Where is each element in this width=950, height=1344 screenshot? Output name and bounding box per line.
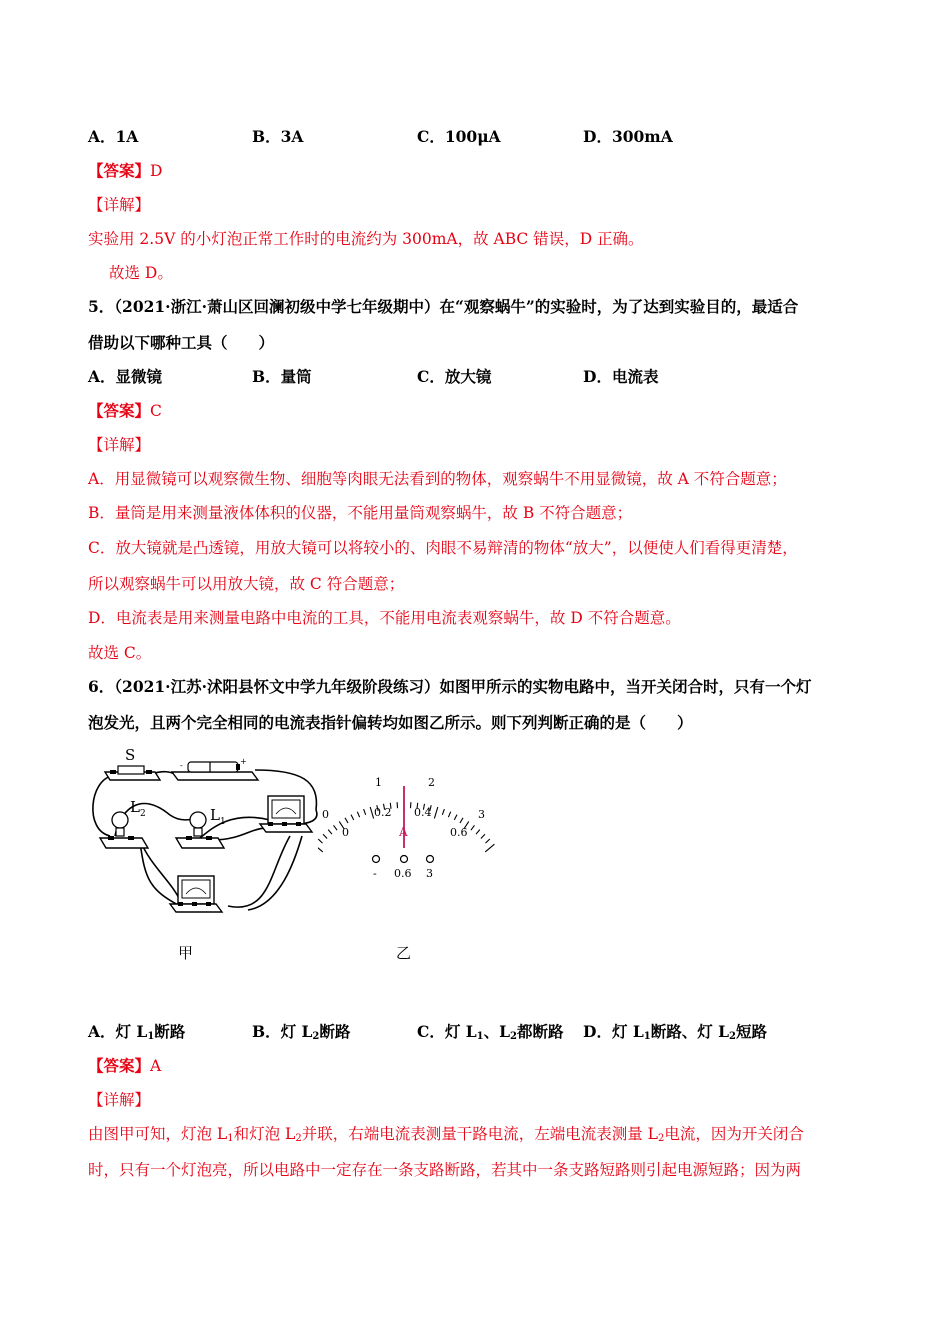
dial-tick [328,830,332,835]
upper-tick-label: 2 [428,776,435,789]
answer-label: 【答案】 [88,1056,151,1075]
lamp1-label: $L_1$ [210,806,226,827]
q4-option-c: C．100μA [417,127,501,146]
answer-value: D [150,162,163,180]
q5-stem-line2: 借助以下哪种工具（ ） [88,333,275,352]
dial-tick [471,825,475,830]
q5-option-b: B．量筒 [252,367,312,386]
q6-detail-label: 【详解】 [88,1091,151,1109]
switch [105,766,160,780]
q4-detail-label: 【详解】 [88,196,151,214]
switch-label: S [125,746,136,764]
unit-label: A [399,825,408,839]
circuit-diagram [80,740,330,940]
q4-option-a: A．1A [88,127,139,146]
upper-tick-label: 1 [375,776,382,789]
dial-tick [364,809,366,815]
dial-tick [345,818,348,823]
upper-tick-label: 0 [322,808,329,821]
q5-detail-line: 所以观察蜗牛可以用放大镜，故 C 符合题意； [88,575,405,593]
q6-detail-line1: 由图甲可知，灯泡 $L_1$和灯泡 $L_2$并联，右端电流表测量干路电流，左端电流表测量 $L_2$电流，因为开关闭合 [88,1125,804,1144]
q4-option-d: D．300mA [583,127,673,146]
q6-option-d: D．灯 $L_1$断路、灯 $L_2$短路 [583,1022,767,1042]
q4-option-b: B．3A [252,127,304,146]
dial-tick [460,818,463,823]
q5-detail-label: 【详解】 [88,436,151,454]
answer-label: 【答案】 [88,401,151,420]
q5-detail-line: B．量筒是用来测量液体体积的仪器，不能用量筒观察蜗牛，故 B 不符合题意； [88,504,633,522]
q5-option-a: A．显微镜 [88,367,163,386]
lower-tick-label: 0.2 [374,806,392,819]
ammeter-dial [318,770,498,880]
q6-answer [88,1055,161,1077]
answer-value: C [150,402,162,420]
q5-option-c: C．放大镜 [417,367,492,386]
q5-detail-line: 故选 C。 [88,644,152,662]
terminal-label: 0.6 [394,867,412,880]
q6-option-a: A．灯 $L_1$断路 [88,1022,186,1042]
dial-tick [442,809,444,815]
caption-jia: 甲 [178,944,194,962]
terminal-label: - [373,867,377,880]
q6-detail-line2: 时，只有一个灯泡亮，所以电路中一定存在一条支路断路，若其中一条支路短路则引起电源短路；因为两 [88,1161,802,1179]
q6-option-c: C．灯 $L_1$、$L_2$都断路 [417,1022,564,1042]
q5-option-d: D．电流表 [583,367,659,386]
dial-tick [476,830,480,835]
q4-detail-line2: 故选 D。 [109,264,173,282]
q6-option-b: B．灯 $L_2$断路 [252,1022,351,1042]
terminal-label: 3 [426,867,433,880]
dial-tick [334,825,338,830]
upper-tick-label: 3 [478,808,485,821]
dial-tick [318,844,323,852]
q5-stem-line1: 5．（2021·浙江·萧山区回澜初级中学七年级期中）在“观察蜗牛”的实验时，为了达到实验目的，最适合 [88,297,799,316]
q4-detail-line1: 实验用 2.5V 的小灯泡正常工作时的电流约为 300mA，故 ABC 错误，D 正确。 [88,230,644,248]
q4-answer [88,160,162,182]
dial-tick [481,834,485,838]
q5-answer [88,400,162,422]
q6-stem-line2: 泡发光，且两个完全相同的电流表指针偏转均如图乙所示。则下列判断正确的是（ ） [88,713,693,732]
dial-tick [357,812,359,818]
q5-detail-line: A．用显微镜可以观察微生物、细胞等肉眼无法看到的物体，观察蜗牛不用显微镜，故 A 不符合题意； [88,470,787,488]
ammeter-bottom [170,876,222,912]
dial-tick [351,815,354,820]
dial-tick [485,844,494,852]
battery-minus: - [180,761,183,770]
q6-stem-line1: 6．（2021·江苏·沭阳县怀文中学九年级阶段练习）如图甲所示的实物电路中，当开关闭合时，只有一个灯 [88,677,812,696]
lamp2-label: $L_2$ [130,798,146,819]
lower-tick-label: 0 [342,826,349,839]
dial-tick [486,839,490,843]
answer-label: 【答案】 [88,161,151,180]
lower-tick-label: 0.6 [450,826,468,839]
q5-detail-line: D．电流表是用来测量电路中电流的工具，不能用电流表观察蜗牛，故 D 不符合题意。 [88,609,681,627]
caption-yi: 乙 [396,944,412,962]
dial-tick [318,839,322,843]
dial-tick [434,807,437,819]
lower-tick-label: 0.4 [414,806,432,819]
ammeter-right [260,796,312,832]
dial-tick [448,812,450,818]
dial-tick [323,834,327,838]
answer-value: A [150,1057,162,1075]
dial-tick [454,815,457,820]
q5-detail-line: C．放大镜就是凸透镜，用放大镜可以将较小的、肉眼不易辩清的物体“放大”，以便使人们看得更清楚， [88,539,798,557]
battery-plus: + [240,757,247,766]
